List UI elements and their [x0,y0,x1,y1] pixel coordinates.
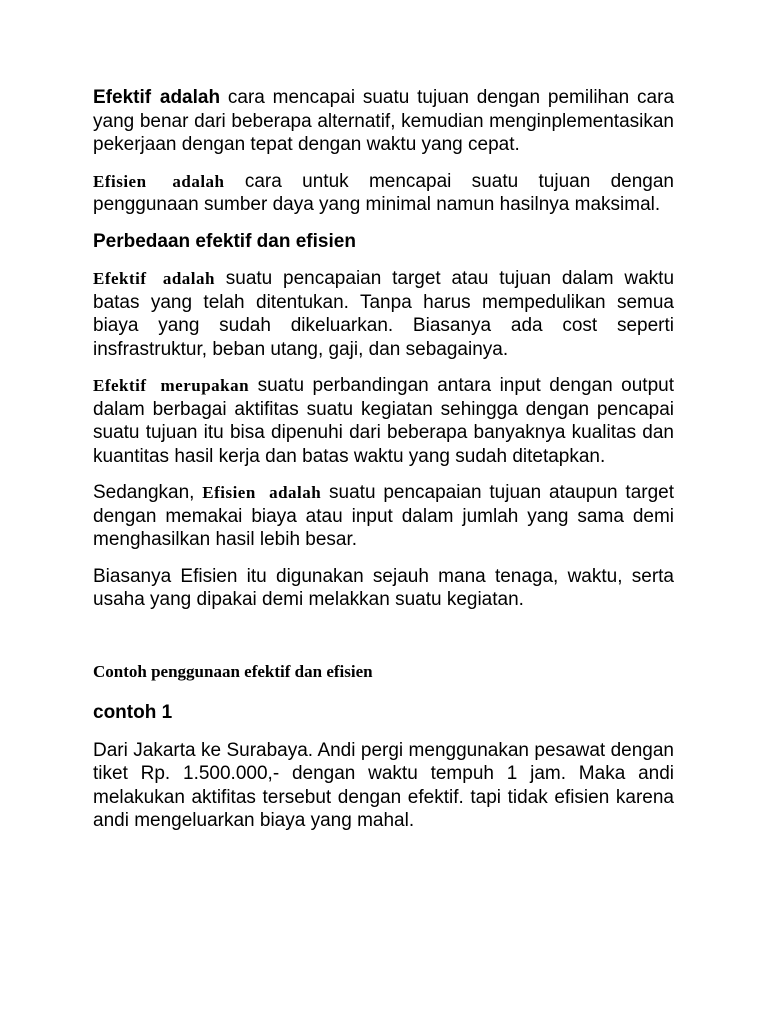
document-page [93,86,674,846]
paragraph-biasanya-efisien: Biasanya Efisien itu digunakan sejauh mana tenaga, waktu, serta usaha yang dipakai demi melakkan suatu kegiatan. [93,565,674,610]
term-efektif: Efektif adalah [93,269,215,288]
term-efektif-merupakan: Efektif merupakan [93,376,250,395]
paragraph-text: suatu pencapaian tujuan ataupun target dengan memakai biaya atau input dalam jumlah yang sama demi menghasilkan hasil lebih besar. [93,482,675,550]
paragraph-text: suatu pencapaian target atau tujuan dalam waktu batas yang telah ditentukan. Tanpa harus mempedulikan semua biaya yang sudah dikeluarkan. Biasanya ada cost seperti insfrastruktur, beban utang, gaji, dan sebagainya. [93,268,675,360]
subheading-contoh-1: contoh 1 [93,702,173,723]
paragraph-text: cara mencapai suatu tujuan dengan pemilihan cara yang benar dari beberapa alternatif, kemudian menginplementasikan pekerjaan dengan tepat dengan waktu yang cepat. [93,87,675,155]
term-efisien: Efisien adalah [93,171,225,191]
paragraph-text: suatu perbandingan antara input dengan output dalam berbagai aktifitas suatu kegiatan sehingga dengan pencapai suatu tujuan itu bisa dipenuhi dari beberapa banyaknya kualitas dan kuantitas hasil kerja dan batas waktu yang sudah ditetapkan. [93,375,674,467]
paragraph-efektif-merupakan [93,374,674,468]
section-heading-contoh-penggunaan: Contoh penggunaan efektif dan efisien [93,661,373,681]
paragraph-text: cara untuk mencapai suatu tujuan dengan penggunaan sumber daya yang minimal namun hasilnya maksimal. [93,170,675,215]
paragraph-efektif-adalah [93,267,674,361]
paragraph-prefix: Sedangkan, [93,482,195,503]
section-heading-perbedaan: Perbedaan efektif dan efisien [93,230,356,252]
term-efektif: Efektif adalah [93,87,221,108]
paragraph-sedangkan-efisien [93,481,674,552]
term-efisien: Efisien adalah [202,483,322,502]
paragraph-efektif-definition [93,86,674,157]
paragraph-contoh-1: Dari Jakarta ke Surabaya. Andi pergi menggunakan pesawat dengan tiket Rp. 1.500.000,- dengan waktu tempuh 1 jam. Maka andi melakukan aktifitas tersebut dengan efektif. tapi tidak efisien karena andi mengeluarkan biaya yang mahal. [93,739,674,831]
paragraph-efisien-definition [93,170,674,217]
